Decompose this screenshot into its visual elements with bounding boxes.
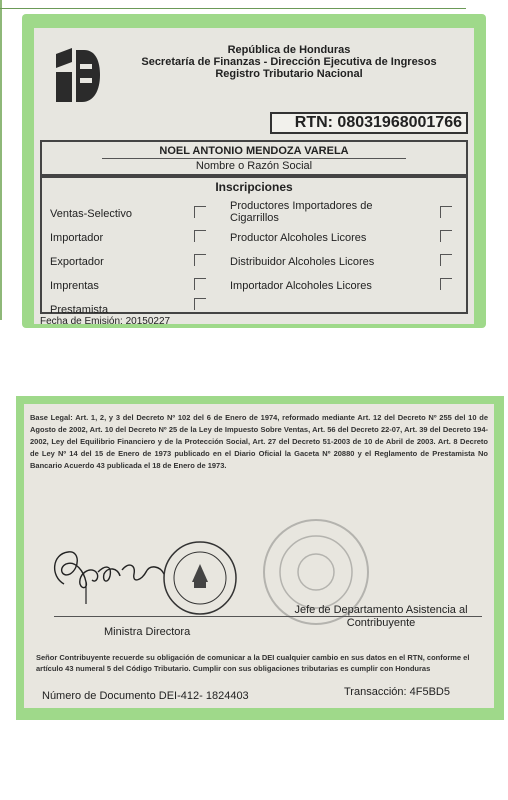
header-line-ministry: Secretaría de Finanzas - Dirección Ejecutiva de Ingresos — [141, 56, 437, 68]
rtn-card-front-sleeve — [22, 14, 486, 328]
checkbox-ventas-selectivo — [194, 206, 206, 218]
item-productor-alcoholes: Productor Alcoholes Licores — [230, 232, 367, 244]
scan-top-edge — [0, 0, 466, 9]
checkbox-importador — [194, 230, 206, 242]
item-productores-importadores-cigarrillos: Productores Importadores de Cigarrillos — [230, 200, 373, 224]
signatory-department-head: Jefe de Departamento Asistencia al Contribuyente — [294, 604, 468, 629]
header-line-registry: Registro Tributario Nacional — [215, 68, 363, 80]
header-line-country: República de Honduras — [227, 44, 351, 56]
checkbox-distribuidor-alcoholes — [440, 254, 452, 266]
checkbox-productor-alcoholes — [440, 230, 452, 242]
legal-basis-paragraph: Base Legal: Art. 1, 2, y 3 del Decreto Nº 102 del 6 de Enero de 1974, reformado mediante Art. 12 del Decreto Nº 255 del 10 de Agosto de 2002, Art. 10 del Decreto Nº 25 de la Ley de Impuesto Sobre Ventas, Art. 56 del Decreto 22-07, Art. 39 del Decreto 194-2002, Ley del Equilibrio Financiero y de la Protección Social, Art. 27 del Decreto 51-2003 de 10 de Abril de 2003. Art. 8 Decreto de Ley Nº 14 del 15 de Enero de 1973 publicado en el Diario Oficial la Gaceta Nº 20880 y el Reglamento de Prestamista No Bancario Acuerdo 43 publicada el 18 de Enero de 1973. — [30, 413, 488, 470]
checkbox-productores-cigarrillos — [440, 206, 452, 218]
rtn-card-front — [34, 28, 474, 327]
inscripciones-box — [40, 176, 468, 314]
checkbox-exportador — [194, 254, 206, 266]
item-importador: Importador — [50, 232, 104, 244]
taxpayer-name: NOEL ANTONIO MENDOZA VARELA — [159, 145, 349, 157]
signatory-minister: Ministra Directora — [104, 626, 191, 638]
item-imprentas: Imprentas — [50, 280, 99, 292]
item-prestamista: Prestamista — [50, 304, 109, 316]
item-distribuidor-alcoholes: Distribuidor Alcoholes Licores — [230, 256, 375, 268]
issue-date: Fecha de Emisión: 20150227 — [40, 316, 171, 327]
dei-logo-icon — [54, 46, 102, 104]
inscripciones-title: Inscripciones — [215, 180, 293, 194]
item-ventas-selectivo: Ventas-Selectivo — [50, 208, 132, 220]
checkbox-prestamista — [194, 298, 206, 310]
name-caption: Nombre o Razón Social — [195, 160, 313, 172]
checkbox-imprentas — [194, 278, 206, 290]
checkbox-importador-alcoholes — [440, 278, 452, 290]
document-number: Número de Documento DEI-412- 1824403 — [42, 690, 249, 702]
legal-basis-text — [30, 412, 488, 472]
rtn-card-back — [24, 404, 494, 708]
item-importador-alcoholes: Importador Alcoholes Licores — [230, 280, 372, 292]
official-seal-icon — [160, 538, 240, 618]
item-exportador: Exportador — [50, 256, 104, 268]
scan-left-edge — [0, 0, 2, 320]
card-header — [114, 44, 464, 80]
handwritten-signature — [46, 528, 176, 608]
rtn-number: RTN: 08031968001766 — [270, 112, 468, 134]
taxpayer-notice: Señor Contribuyente recuerde su obligación de comunicar a la DEI cualquier cambio en sus datos en el RTN, conforme el artículo 43 numeral 5 del Código Tributario. Cumplir con sus obligaciones tributarias es cumplir con Honduras — [36, 653, 470, 673]
rtn-card-back-sleeve — [16, 396, 504, 720]
name-box — [40, 140, 468, 176]
transaction-code: Transacción: 4F5BD5 — [344, 686, 450, 698]
